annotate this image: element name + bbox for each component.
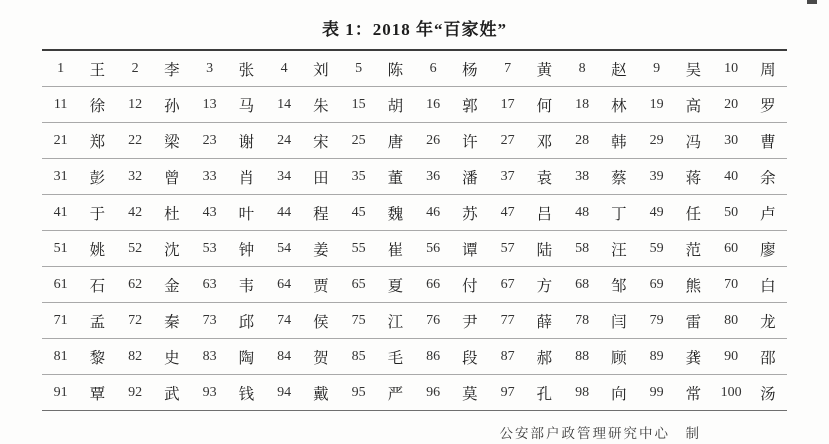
rank-cell: 47 (500, 204, 515, 220)
surname-cell: 蒋 (685, 169, 703, 187)
rank-cell: 14 (277, 96, 292, 112)
surname-cell: 段 (462, 349, 479, 367)
rank-cell: 2 (131, 60, 139, 76)
surname-cell: 董 (387, 169, 405, 187)
surname-cell: 韩 (611, 133, 628, 151)
rank-cell: 25 (351, 132, 366, 148)
rank-cell: 9 (653, 60, 661, 76)
table-row (42, 159, 787, 195)
rank-cell: 32 (128, 168, 143, 184)
surname-cell: 史 (164, 349, 181, 367)
rank-cell: 3 (206, 60, 214, 76)
table-row (42, 267, 787, 303)
surname-cell: 韦 (238, 277, 256, 295)
surname-cell: 肖 (238, 169, 256, 187)
rank-cell: 75 (351, 312, 366, 328)
rank-cell: 82 (128, 348, 143, 364)
surname-cell: 覃 (89, 385, 107, 403)
rank-cell: 24 (277, 132, 292, 148)
rank-cell: 10 (724, 60, 739, 76)
rank-cell: 31 (53, 168, 68, 184)
surname-cell: 毛 (387, 349, 405, 367)
surname-cell: 曾 (164, 169, 181, 187)
rank-cell: 35 (351, 168, 366, 184)
surname-cell: 江 (387, 313, 405, 331)
rank-cell: 54 (277, 240, 292, 256)
rank-cell: 48 (575, 204, 590, 220)
rank-cell: 30 (724, 132, 739, 148)
surname-cell: 杜 (164, 205, 181, 223)
rank-cell: 88 (575, 348, 590, 364)
surname-cell: 严 (387, 385, 405, 403)
surname-cell: 钟 (238, 241, 256, 259)
surname-cell: 梁 (164, 133, 181, 151)
rank-cell: 77 (500, 312, 515, 328)
rank-cell: 29 (649, 132, 664, 148)
rank-cell: 78 (575, 312, 590, 328)
surname-cell: 谭 (462, 241, 479, 259)
rank-cell: 95 (351, 384, 366, 400)
surname-cell: 郭 (462, 97, 479, 115)
surname-cell: 吕 (536, 205, 554, 223)
surname-cell: 常 (685, 385, 703, 403)
rank-cell: 11 (53, 96, 68, 112)
rank-cell: 12 (128, 96, 143, 112)
rank-cell: 84 (277, 348, 292, 364)
rank-cell: 66 (426, 276, 441, 292)
rank-cell: 4 (280, 60, 288, 76)
rank-cell: 7 (504, 60, 512, 76)
rank-cell: 74 (277, 312, 292, 328)
surname-cell: 龙 (760, 313, 777, 331)
rank-cell: 26 (426, 132, 441, 148)
surname-cell: 宋 (313, 133, 330, 151)
surname-cell: 刘 (313, 61, 330, 79)
rank-cell: 86 (426, 348, 441, 364)
rank-cell: 16 (426, 96, 441, 112)
rank-cell: 94 (277, 384, 292, 400)
rank-cell: 57 (500, 240, 515, 256)
rank-cell: 22 (128, 132, 143, 148)
surname-cell: 赵 (611, 61, 628, 79)
rank-cell: 80 (724, 312, 739, 328)
surname-cell: 廖 (760, 241, 777, 259)
surname-cell: 陈 (387, 61, 405, 79)
rank-cell: 64 (277, 276, 292, 292)
surname-cell: 罗 (760, 97, 777, 115)
rank-cell: 15 (351, 96, 366, 112)
surname-cell: 孔 (536, 385, 554, 403)
surname-cell: 姜 (313, 241, 330, 259)
rank-cell: 23 (202, 132, 217, 148)
rank-cell: 73 (202, 312, 217, 328)
rank-cell: 46 (426, 204, 441, 220)
rank-cell: 59 (649, 240, 664, 256)
surname-cell: 于 (89, 205, 107, 223)
rank-cell: 41 (53, 204, 68, 220)
rank-cell: 49 (649, 204, 664, 220)
surname-cell: 戴 (313, 385, 330, 403)
surname-cell: 郑 (89, 133, 107, 151)
surname-cell: 邓 (536, 133, 554, 151)
surname-cell: 许 (462, 133, 479, 151)
rank-cell: 36 (426, 168, 441, 184)
surname-cell: 贾 (313, 277, 330, 295)
rank-cell: 40 (724, 168, 739, 184)
surname-cell: 曹 (760, 133, 777, 151)
rank-cell: 85 (351, 348, 366, 364)
rank-cell: 20 (724, 96, 739, 112)
rank-cell: 28 (575, 132, 590, 148)
rank-cell: 50 (724, 204, 739, 220)
scan-artifact (807, 0, 817, 4)
table-row (42, 87, 787, 123)
rank-cell: 13 (202, 96, 217, 112)
surname-cell: 钱 (238, 385, 256, 403)
table-row (42, 231, 787, 267)
surname-cell: 唐 (387, 133, 405, 151)
rank-cell: 81 (53, 348, 68, 364)
surname-cell: 雷 (685, 313, 703, 331)
rank-cell: 76 (426, 312, 441, 328)
surname-cell: 高 (685, 97, 703, 115)
surname-cell: 丁 (611, 205, 628, 223)
rank-cell: 91 (53, 384, 68, 400)
surname-cell: 苏 (462, 205, 479, 223)
surname-cell: 田 (313, 169, 330, 187)
surname-cell: 汪 (611, 241, 628, 259)
rank-cell: 93 (202, 384, 217, 400)
surname-cell: 尹 (462, 313, 479, 331)
surname-cell: 贺 (313, 349, 330, 367)
surname-cell: 程 (313, 205, 330, 223)
surname-cell: 黄 (536, 61, 554, 79)
surname-cell: 林 (611, 97, 628, 115)
rank-cell: 99 (649, 384, 664, 400)
surname-cell: 李 (164, 61, 181, 79)
surname-cell: 顾 (611, 349, 628, 367)
rank-cell: 69 (649, 276, 664, 292)
surname-cell: 胡 (387, 97, 405, 115)
surname-cell: 任 (685, 205, 703, 223)
surname-cell: 邵 (760, 349, 777, 367)
table-row (42, 303, 787, 339)
surname-cell: 方 (536, 277, 554, 295)
rank-cell: 43 (202, 204, 217, 220)
rank-cell: 44 (277, 204, 292, 220)
rank-cell: 62 (128, 276, 143, 292)
rank-cell: 72 (128, 312, 143, 328)
surname-cell: 姚 (89, 241, 107, 259)
surname-cell: 沈 (164, 241, 181, 259)
surname-cell: 冯 (685, 133, 703, 151)
rank-cell: 39 (649, 168, 664, 184)
rank-cell: 56 (426, 240, 441, 256)
rank-cell: 65 (351, 276, 366, 292)
surname-cell: 杨 (462, 61, 479, 79)
surname-cell: 闫 (611, 313, 628, 331)
surname-cell: 向 (611, 385, 628, 403)
surname-cell: 付 (462, 277, 479, 295)
rank-cell: 8 (578, 60, 586, 76)
table-row (42, 375, 787, 411)
rank-cell: 55 (351, 240, 366, 256)
rank-cell: 90 (724, 348, 739, 364)
surname-cell: 秦 (164, 313, 181, 331)
surname-cell: 孟 (89, 313, 107, 331)
table-title: 表 1：2018 年“百家姓” (322, 20, 507, 39)
table-row (42, 51, 787, 87)
rank-cell: 79 (649, 312, 664, 328)
rank-cell: 96 (426, 384, 441, 400)
surname-cell: 邱 (238, 313, 256, 331)
surname-cell: 侯 (313, 313, 330, 331)
surname-cell: 卢 (760, 205, 777, 223)
surname-cell: 袁 (536, 169, 554, 187)
surname-cell: 余 (760, 169, 777, 187)
surname-cell: 汤 (760, 385, 777, 403)
surname-cell: 孙 (164, 97, 181, 115)
rank-cell: 87 (500, 348, 515, 364)
rank-cell: 18 (575, 96, 590, 112)
surname-cell: 周 (760, 61, 777, 79)
rank-cell: 34 (277, 168, 292, 184)
rank-cell: 45 (351, 204, 366, 220)
surname-cell: 马 (238, 97, 256, 115)
surname-cell: 龚 (685, 349, 703, 367)
rank-cell: 33 (202, 168, 217, 184)
rank-cell: 6 (429, 60, 437, 76)
rank-cell: 89 (649, 348, 664, 364)
rank-cell: 98 (575, 384, 590, 400)
surname-cell: 莫 (462, 385, 479, 403)
surname-cell: 张 (238, 61, 256, 79)
rank-cell: 68 (575, 276, 590, 292)
rank-cell: 5 (355, 60, 363, 76)
rank-cell: 19 (649, 96, 664, 112)
surname-cell: 魏 (387, 205, 405, 223)
surname-cell: 王 (89, 61, 107, 79)
surname-cell: 夏 (387, 277, 405, 295)
rank-cell: 83 (202, 348, 217, 364)
surname-cell: 彭 (89, 169, 107, 187)
rank-cell: 58 (575, 240, 590, 256)
surname-cell: 谢 (238, 133, 256, 151)
surname-cell: 白 (760, 277, 777, 295)
surname-cell: 叶 (238, 205, 256, 223)
surname-cell: 郝 (536, 349, 554, 367)
surname-cell: 薛 (536, 313, 554, 331)
rank-cell: 100 (720, 384, 742, 400)
surname-cell: 朱 (313, 97, 330, 115)
table-row (42, 339, 787, 375)
surname-cell: 石 (89, 277, 107, 295)
surname-cell: 蔡 (611, 169, 628, 187)
rank-cell: 70 (724, 276, 739, 292)
rank-cell: 63 (202, 276, 217, 292)
table-row (42, 123, 787, 159)
surname-cell: 陆 (536, 241, 554, 259)
rank-cell: 42 (128, 204, 143, 220)
rank-cell: 27 (500, 132, 515, 148)
surname-cell: 邹 (611, 277, 628, 295)
rank-cell: 67 (500, 276, 515, 292)
surname-cell: 何 (536, 97, 554, 115)
table-row (42, 195, 787, 231)
rank-cell: 38 (575, 168, 590, 184)
surname-table (42, 49, 787, 411)
surname-cell: 潘 (462, 169, 479, 187)
rank-cell: 71 (53, 312, 68, 328)
surname-cell: 范 (685, 241, 703, 259)
table-source-credit: 公安部户政管理研究中心 制 (499, 426, 701, 441)
rank-cell: 52 (128, 240, 143, 256)
rank-cell: 17 (500, 96, 515, 112)
surname-cell: 武 (164, 385, 181, 403)
rank-cell: 21 (53, 132, 68, 148)
rank-cell: 92 (128, 384, 143, 400)
surname-cell: 黎 (89, 349, 107, 367)
surname-cell: 徐 (89, 97, 107, 115)
rank-cell: 1 (57, 60, 65, 76)
surname-cell: 陶 (238, 349, 256, 367)
rank-cell: 60 (724, 240, 739, 256)
surname-cell: 金 (164, 277, 181, 295)
rank-cell: 61 (53, 276, 68, 292)
rank-cell: 37 (500, 168, 515, 184)
surname-cell: 崔 (387, 241, 405, 259)
rank-cell: 53 (202, 240, 217, 256)
rank-cell: 51 (53, 240, 68, 256)
surname-cell: 吴 (685, 61, 703, 79)
surname-cell: 熊 (685, 277, 703, 295)
rank-cell: 97 (500, 384, 515, 400)
